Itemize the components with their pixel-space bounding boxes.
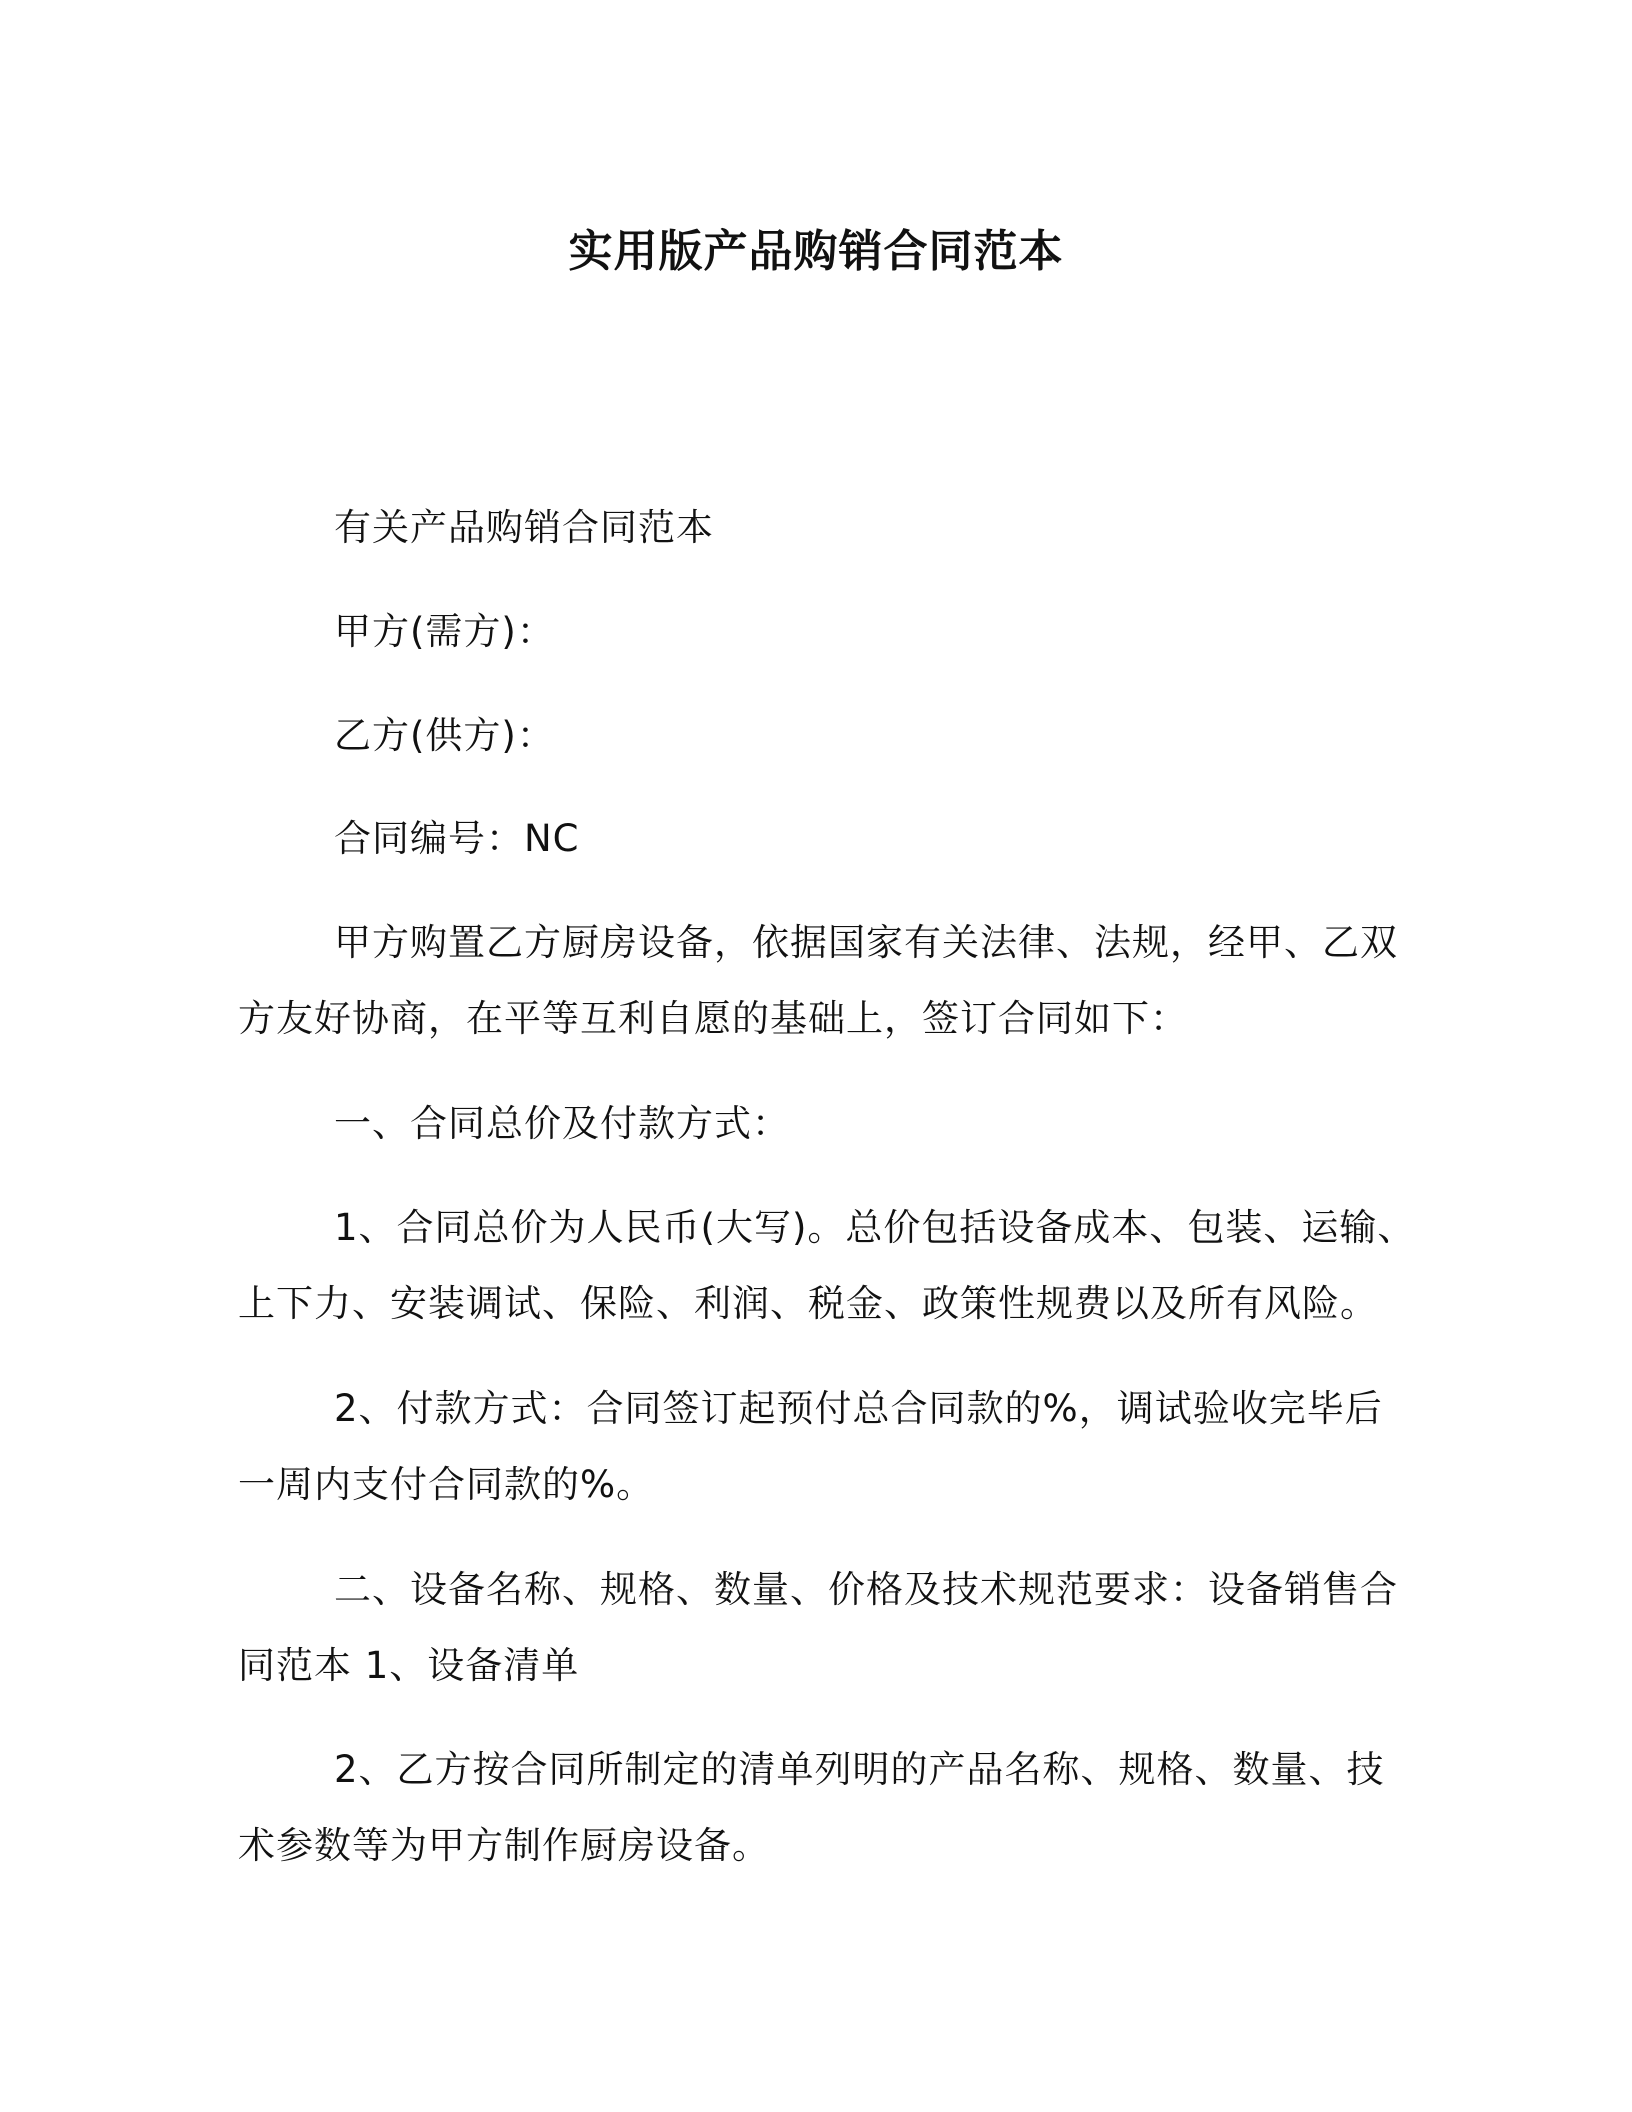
intro-line-1: 甲方购置乙方厨房设备，依据国家有关法律、法规，经甲、乙双 bbox=[334, 921, 1398, 964]
section-2-line-1: 二、设备名称、规格、数量、价格及技术规范要求：设备销售合 bbox=[334, 1568, 1398, 1611]
clause-1-2-line-2: 一周内支付合同款的%。 bbox=[238, 1463, 655, 1506]
section-1-heading bbox=[238, 1086, 1394, 1162]
intro-paragraph bbox=[238, 905, 1398, 1057]
clause-1-1 bbox=[238, 1190, 1416, 1342]
clause-2-2 bbox=[238, 1732, 1394, 1884]
party-a-line bbox=[238, 594, 1394, 670]
intro-line-2: 方友好协商，在平等互利自愿的基础上，签订合同如下： bbox=[238, 997, 1188, 1040]
party-a-label: 甲方(需方)： bbox=[334, 610, 555, 653]
clause-1-2 bbox=[238, 1371, 1394, 1523]
document-subtitle bbox=[238, 490, 1394, 566]
section-1-heading-text: 一、合同总价及付款方式： bbox=[334, 1102, 790, 1145]
clause-1-1-line-2: 上下力、安装调试、保险、利润、税金、政策性规费以及所有风险。 bbox=[238, 1282, 1378, 1325]
subtitle-text: 有关产品购销合同范本 bbox=[334, 506, 714, 549]
document-title: 实用版产品购销合同范本 bbox=[568, 226, 1064, 277]
section-2-line-2: 同范本 1、设备清单 bbox=[238, 1644, 580, 1687]
party-b-label: 乙方(供方)： bbox=[334, 714, 555, 757]
contract-number-line bbox=[238, 801, 1394, 877]
contract-number: 合同编号：NC bbox=[334, 817, 580, 860]
clause-1-2-line-1: 2、付款方式：合同签订起预付总合同款的%，调试验收完毕后 bbox=[334, 1387, 1383, 1430]
clause-2-2-line-2: 术参数等为甲方制作厨房设备。 bbox=[238, 1824, 770, 1867]
party-b-line bbox=[238, 698, 1394, 774]
clause-2-2-line-1: 2、乙方按合同所制定的清单列明的产品名称、规格、数量、技 bbox=[334, 1748, 1385, 1791]
section-2 bbox=[238, 1552, 1398, 1704]
clause-1-1-line-1: 1、合同总价为人民币(大写)。总价包括设备成本、包装、运输、 bbox=[334, 1206, 1416, 1249]
